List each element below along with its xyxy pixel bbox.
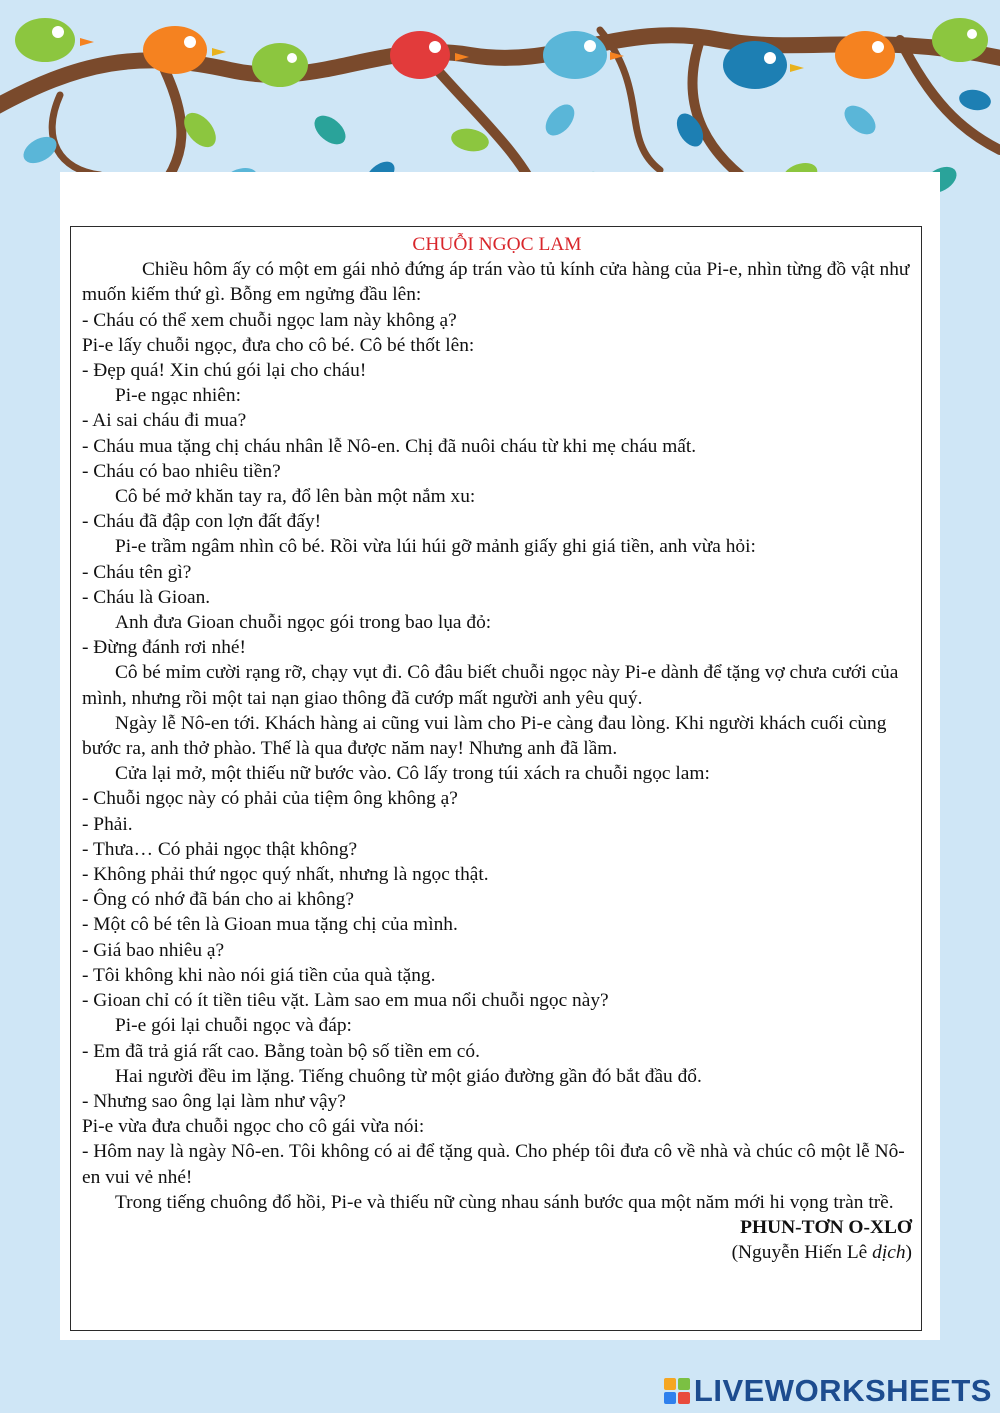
story-paragraph: Cô bé mở khăn tay ra, đổ lên bàn một nắm xu: — [115, 486, 476, 508]
story-paragraph: Pi-e gói lại chuỗi ngọc và đáp: — [115, 1015, 352, 1037]
liveworksheets-logo[interactable] — [664, 1371, 992, 1411]
story-paragraph: Anh đưa Gioan chuỗi ngọc gói trong bao lụa đỏ: — [115, 612, 492, 634]
story-paragraph: - Em đã trả giá rất cao. Bằng toàn bộ số tiền em có. — [82, 1040, 480, 1062]
story-paragraph: - Thưa… Có phải ngọc thật không? — [82, 838, 358, 860]
story-paragraph: - Không phải thứ ngọc quý nhất, nhưng là ngọc thật. — [82, 864, 489, 886]
story-paragraph: Pi-e trầm ngâm nhìn cô bé. Rồi vừa lúi húi gỡ mảnh giấy ghi giá tiền, anh vừa hỏi: — [115, 536, 756, 558]
translator-close: ) — [905, 1242, 912, 1264]
story-paragraph: - Chuỗi ngọc này có phải của tiệm ông không ạ? — [82, 788, 458, 810]
story-paragraph: - Nhưng sao ông lại làm như vậy? — [82, 1090, 346, 1112]
story-paragraph: - Tôi không khi nào nói giá tiền của quà tặng. — [82, 964, 436, 986]
story-paragraph: - Cháu là Gioan. — [82, 586, 211, 608]
translator-name: (Nguyễn Hiến Lê — [731, 1242, 873, 1264]
story-paragraph: Pi-e lấy chuỗi ngọc, đưa cho cô bé. Cô bé thốt lên: — [82, 334, 475, 356]
story-author: PHUN-TƠN O-XLƠ — [740, 1216, 912, 1238]
translator-credit — [82, 1240, 912, 1265]
translator-role: dịch — [872, 1242, 906, 1264]
story-paragraph: Cửa lại mở, một thiếu nữ bước vào. Cô lấy trong túi xách ra chuỗi ngọc lam: — [115, 763, 710, 785]
liveworksheets-logo-text: LIVEWORKSHEETS — [693, 1373, 992, 1408]
story-paragraph: - Cháu có bao nhiêu tiền? — [82, 460, 281, 482]
story-paragraph: - Giá bao nhiêu ạ? — [82, 939, 225, 961]
liveworksheets-logo-icon — [664, 1378, 690, 1404]
story-paragraph: Ngày lễ Nô-en tới. Khách hàng ai cũng vui làm cho Pi-e càng đau lòng. Khi người khách cuối cùng bước ra, anh thở phào. Thế là qua được năm nay! Nhưng anh đã lầm. — [82, 712, 887, 760]
story-paragraph: - Đẹp quá! Xin chú gói lại cho cháu! — [82, 360, 367, 382]
story-paragraph: - Hôm nay là ngày Nô-en. Tôi không có ai để tặng quà. Cho phép tôi đưa cô về nhà và chúc cô một lễ Nô-en vui vẻ nhé! — [82, 1141, 905, 1188]
story-paragraph: Trong tiếng chuông đổ hồi, Pi-e và thiếu nữ cùng nhau sánh bước qua một năm mới hi vọng tràn trề. — [115, 1191, 894, 1213]
story-paragraph: - Ông có nhớ đã bán cho ai không? — [82, 889, 354, 911]
story-paragraph: Cô bé mỉm cười rạng rỡ, chạy vụt đi. Cô đâu biết chuỗi ngọc này Pi-e dành để tặng vợ chưa cưới của mình, nhưng rồi một tai nạn giao thông đã cướp mất người anh yêu quý. — [82, 662, 899, 709]
story-text-block — [82, 232, 912, 1265]
story-paragraph: Chiều hôm ấy có một em gái nhỏ đứng áp trán vào tủ kính cửa hàng của Pi-e, nhìn từng đồ vật như muốn kiếm thứ gì. Bỗng em ngửng đầu lên: — [82, 259, 910, 306]
story-paragraph: - Cháu tên gì? — [82, 561, 192, 583]
story-paragraph: - Cháu có thể xem chuỗi ngọc lam này không ạ? — [82, 309, 457, 331]
story-paragraph: Pi-e vừa đưa chuỗi ngọc cho cô gái vừa nói: — [82, 1116, 425, 1138]
story-paragraph: Pi-e ngạc nhiên: — [115, 385, 242, 407]
story-paragraph: - Ai sai cháu đi mua? — [82, 410, 247, 432]
story-paragraph: Hai người đều im lặng. Tiếng chuông từ một giáo đường gần đó bắt đầu đổ. — [115, 1065, 702, 1087]
story-paragraph: - Gioan chỉ có ít tiền tiêu vặt. Làm sao em mua nổi chuỗi ngọc này? — [82, 990, 609, 1012]
story-paragraph: - Một cô bé tên là Gioan mua tặng chị của mình. — [82, 914, 458, 936]
story-paragraph: - Cháu đã đập con lợn đất đấy! — [82, 511, 322, 533]
story-paragraph: - Phải. — [82, 813, 133, 835]
story-title: CHUỖI NGỌC LAM — [412, 234, 582, 255]
story-paragraph: - Đừng đánh rơi nhé! — [82, 637, 246, 659]
story-paragraph: - Cháu mua tặng chị cháu nhân lễ Nô-en. Chị đã nuôi cháu từ khi mẹ cháu mất. — [82, 435, 697, 457]
